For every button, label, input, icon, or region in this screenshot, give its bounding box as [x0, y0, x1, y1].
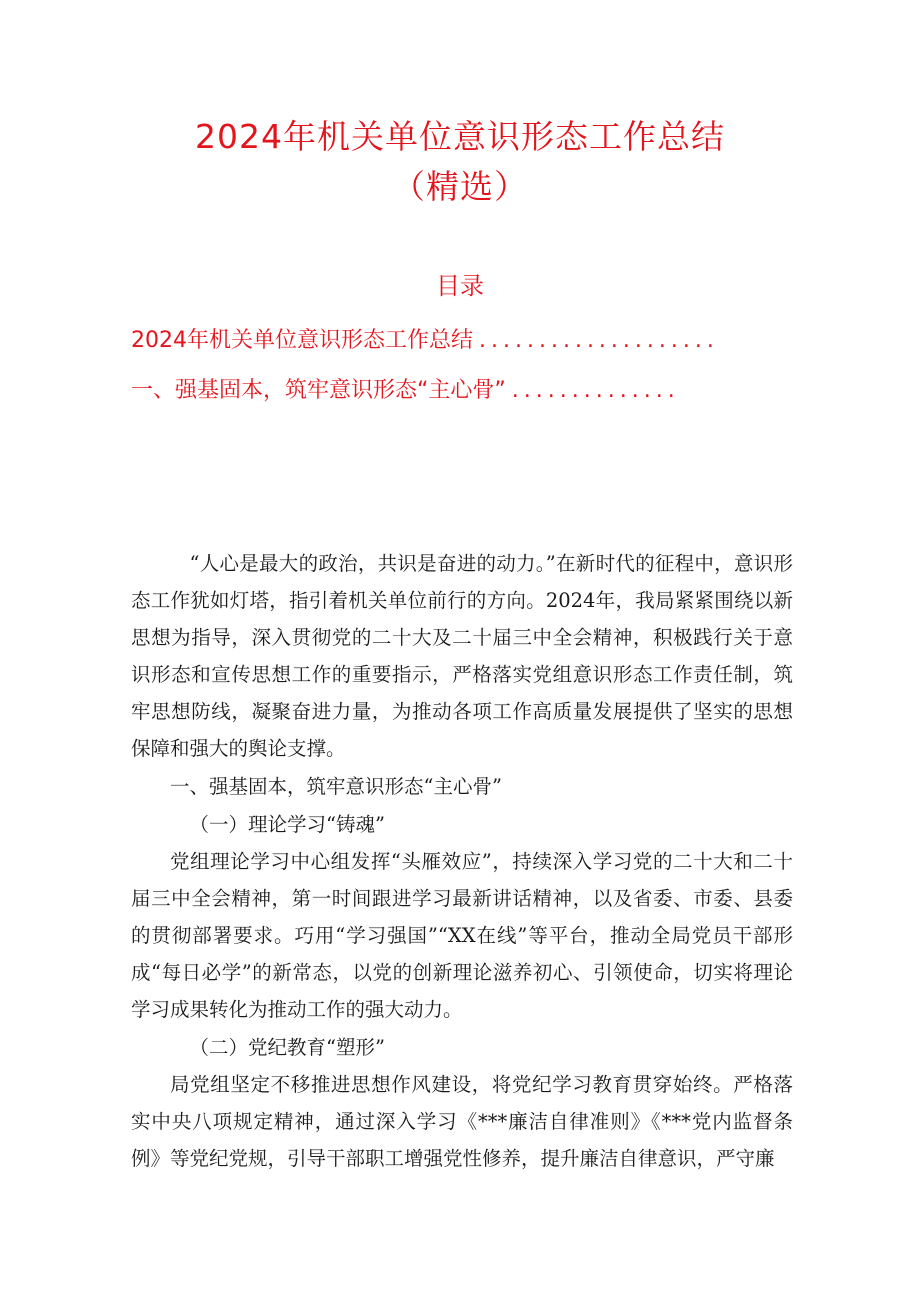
document-title: 2024年机关单位意识形态工作总结: [195, 117, 725, 156]
toc-entry-leader: ....................: [479, 328, 719, 353]
subsection1-heading: （一）理论学习“铸魂”: [189, 813, 385, 836]
subsection-paragraph-block: [131, 843, 793, 1028]
toc-entry-label: 一、强基固本，筑牢意识形态“主心骨”: [131, 378, 506, 403]
toc-entry-label: 2024年机关单位意识形态工作总结: [131, 328, 473, 353]
subsection2-heading: （二）党纪教育“塑形”: [189, 1036, 385, 1059]
toc-entry[interactable]: [131, 326, 771, 356]
toc-entry-leader: ..............: [511, 378, 680, 403]
subsection-heading-block: [131, 1029, 793, 1066]
subsection-paragraph-block: [131, 1066, 793, 1177]
section-heading-block: [131, 768, 793, 805]
toc-heading: 目录: [436, 272, 484, 300]
intro-paragraph: “人心是最大的政治，共识是奋进的动力。”在新时代的征程中，意识形态工作犹如灯塔，指引着机关单位前行的方向。2024年，我局紧紧围绕以新思想为指导，深入贯彻党的二十大及二十届三中全会精神，积极践行关于意识形态和宣传思想工作的重要指示，严格落实党组意识形态工作责任制，筑牢思想防线，凝聚奋进力量，为推动各项工作高质量发展提供了坚实的思想保障和强大的舆论支撑。: [131, 552, 793, 760]
subsection-heading-block: [131, 806, 793, 843]
toc-entry[interactable]: [131, 376, 771, 406]
document-title-subtitle: （精选）: [392, 167, 528, 206]
intro-paragraph-block: [131, 545, 793, 767]
subsection1-paragraph: 党组理论学习中心组发挥“头雁效应”，持续深入学习党的二十大和二十届三中全会精神，第一时间跟进学习最新讲话精神，以及省委、市委、县委的贯彻部署要求。巧用“学习强国”“XX在线”等平台，推动全局党员干部形成“每日必学”的新常态，以党的创新理论滋养初心、引领使命，切实将理论学习成果转化为推动工作的强大动力。: [131, 850, 793, 1021]
section1-heading: 一、强基固本，筑牢意识形态“主心骨”: [170, 775, 502, 798]
subsection2-paragraph: 局党组坚定不移推进思想作风建设，将党纪学习教育贯穿始终。严格落实中央八项规定精神，通过深入学习《***廉洁自律准则》《***党内监督条例》等党纪党规，引导干部职工增强党性修养，提升廉洁自律意识，严守廉: [131, 1073, 793, 1170]
